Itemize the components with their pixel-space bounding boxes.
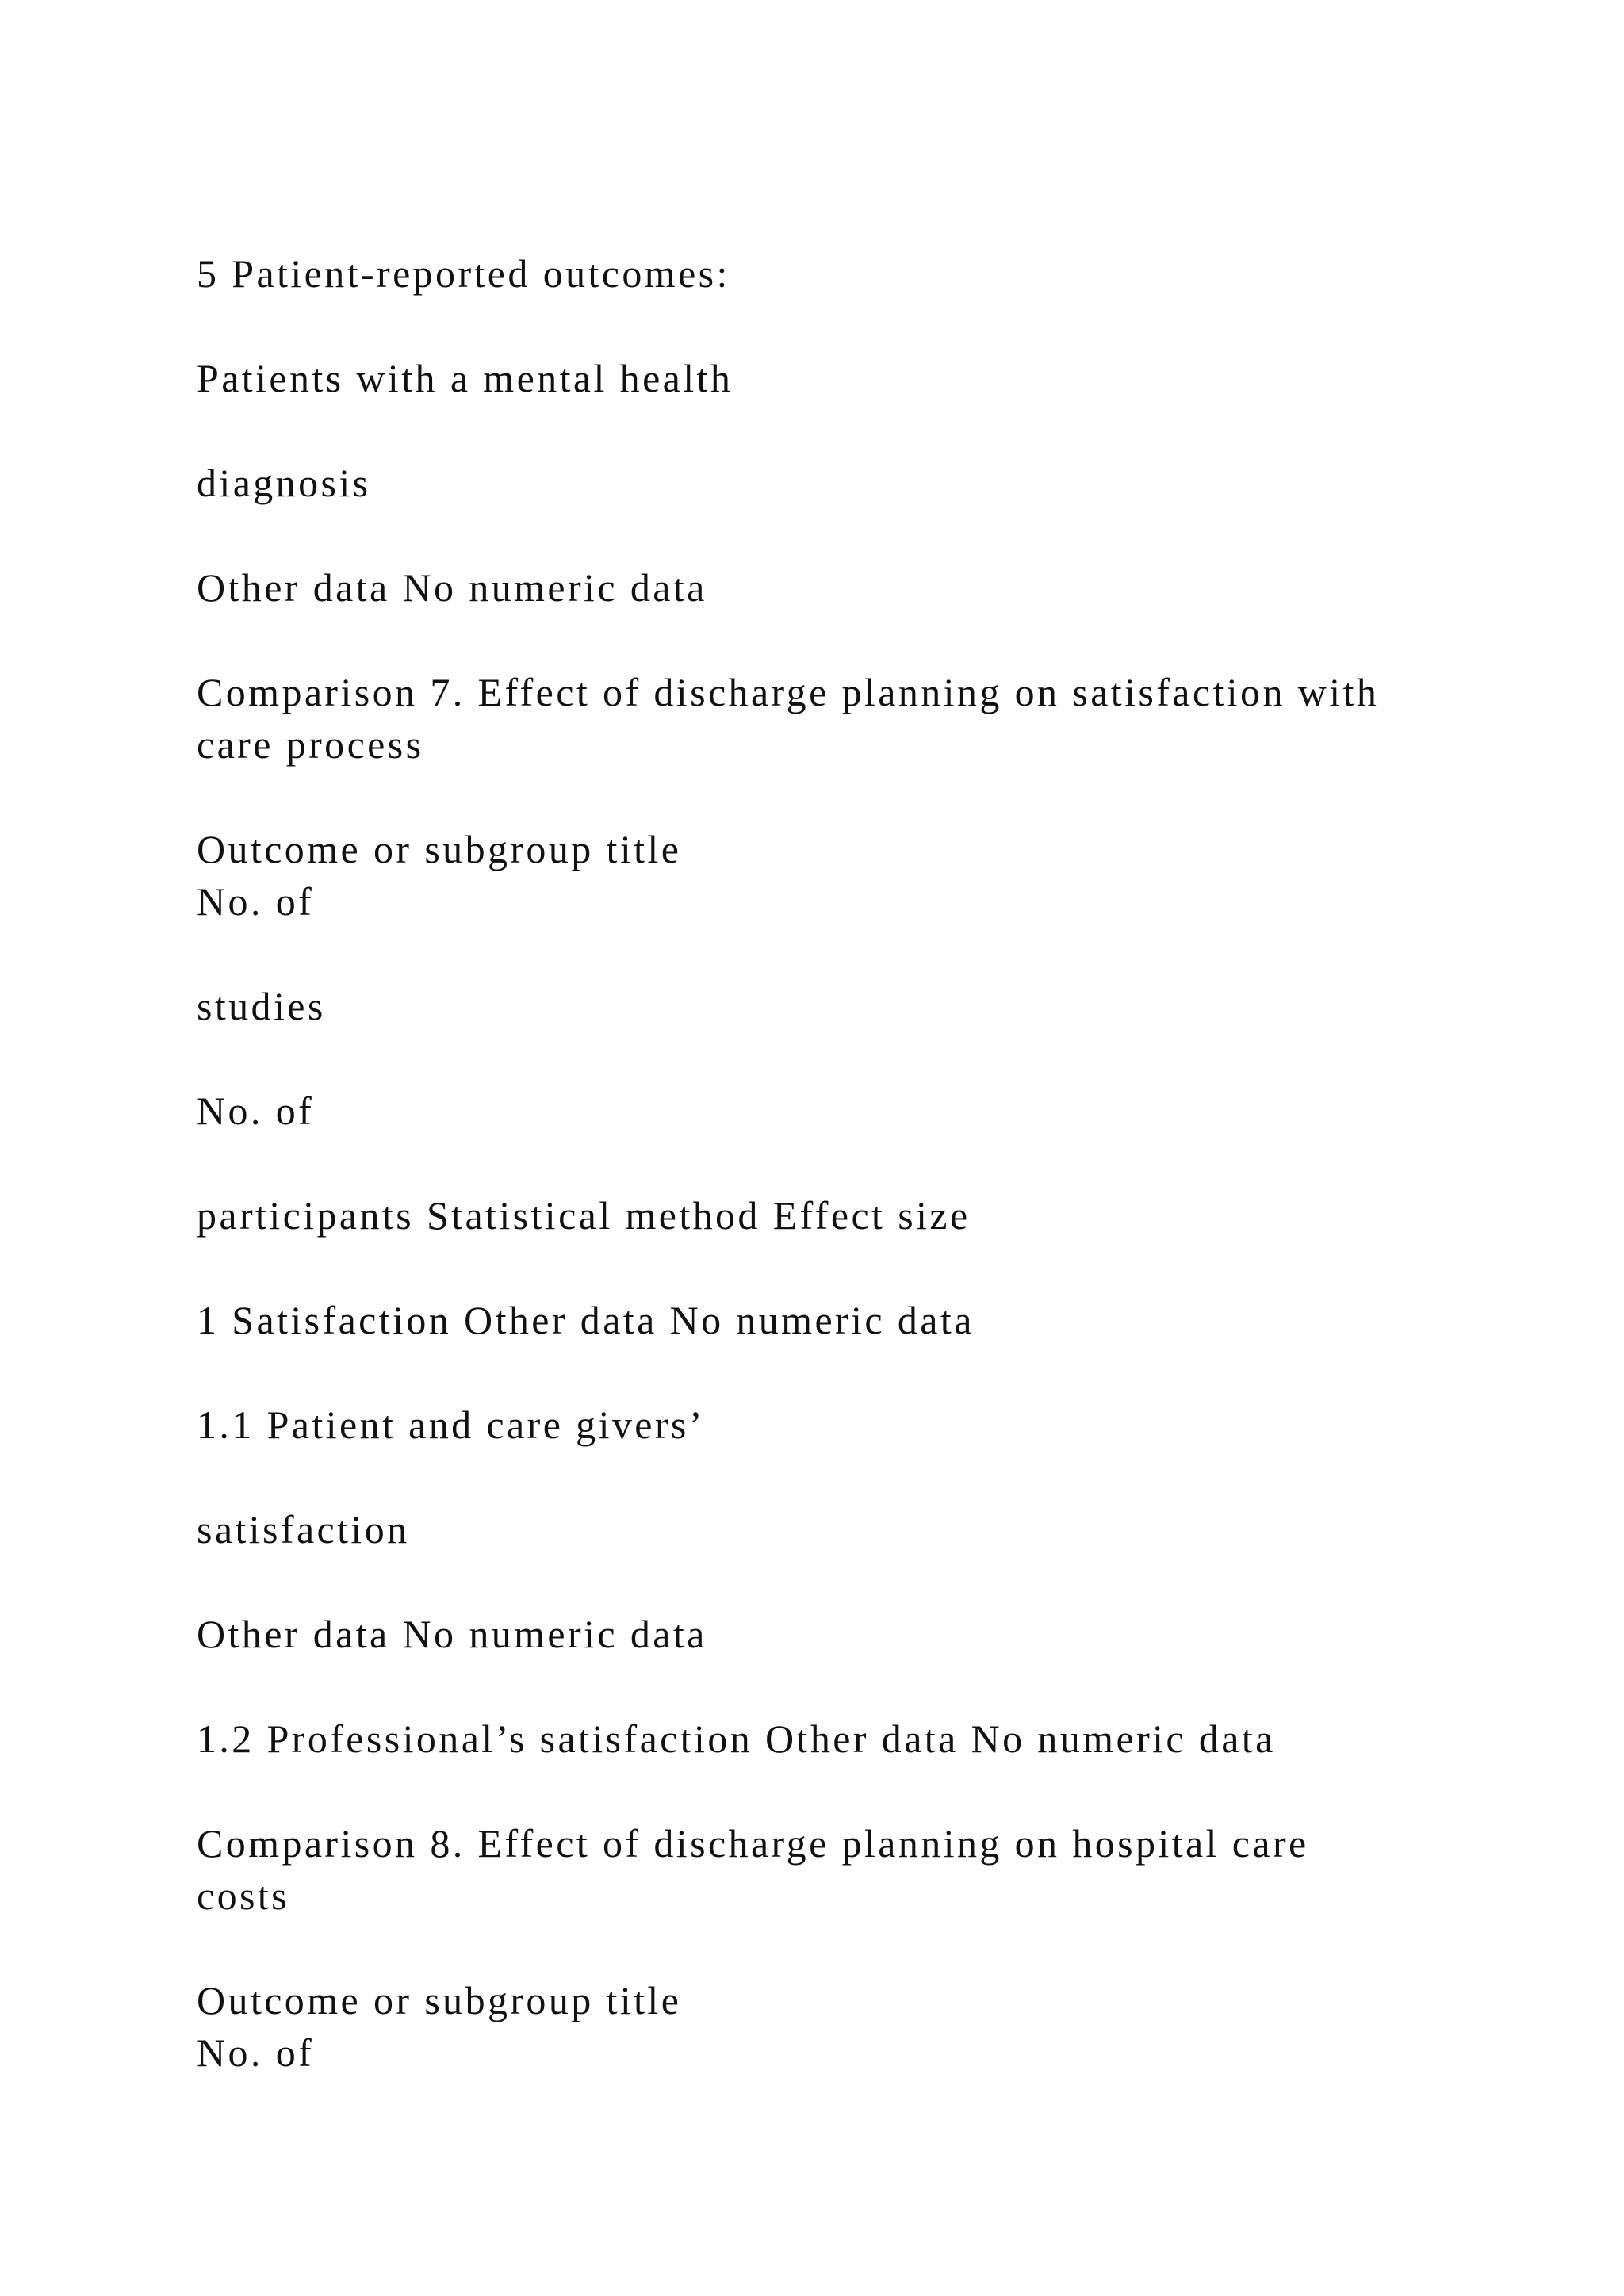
text-line-outcome-5: 5 Patient-reported outcomes:: [197, 251, 730, 296]
text-line-patients-mental-health: Patients with a mental health: [197, 356, 733, 400]
text-line-other-data: Other data No numeric data: [197, 565, 707, 610]
text-line-patient-caregivers: 1.1 Patient and care givers’: [197, 1402, 705, 1447]
text-line-comparison-8: Comparison 8. Effect of discharge planning on hospital care: [197, 1821, 1309, 1866]
text-line-costs: costs: [197, 1873, 289, 1918]
text-line-studies: studies: [197, 984, 326, 1028]
text-line-other-data: Other data No numeric data: [197, 1612, 707, 1656]
text-line-no-of: No. of: [197, 2030, 315, 2075]
text-line-no-of: No. of: [197, 1089, 315, 1133]
text-line-no-of: No. of: [197, 879, 315, 924]
text-line-participants-header: participants Statistical method Effect size: [197, 1193, 971, 1238]
text-line-professional-satisfaction: 1.2 Professional’s satisfaction Other data No numeric data: [197, 1716, 1276, 1761]
text-line-diagnosis: diagnosis: [197, 461, 371, 505]
text-line-satisfaction: 1 Satisfaction Other data No numeric data: [197, 1298, 975, 1342]
text-line-outcome-title-header: Outcome or subgroup title: [197, 827, 682, 871]
text-line-satisfaction-cont: satisfaction: [197, 1507, 410, 1552]
text-line-comparison-7: Comparison 7. Effect of discharge planning on satisfaction with: [197, 670, 1380, 714]
text-line-outcome-title-header: Outcome or subgroup title: [197, 1978, 682, 2022]
text-line-care-process: care process: [197, 722, 424, 767]
